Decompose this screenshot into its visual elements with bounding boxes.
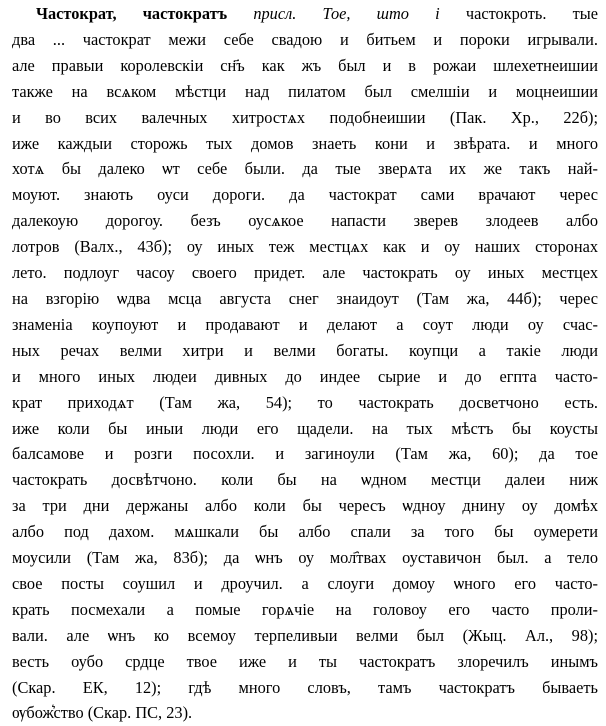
entry-line-7: хотѧ бы далеко ѡт себе были. да тые зверѧта их же такъ най- <box>12 159 598 179</box>
entry-line-4: также на всѧком мѣстци над пилатом был смелшіи и моцнеишии <box>12 81 598 101</box>
entry-line-24: крать посмехали а помые горѧчіе на головоу его часто проли- <box>12 599 598 619</box>
entry-line-17: иже коли бы иныи люди его щадели. на тых мѣстъ бы коусты <box>12 418 598 438</box>
entry-line-21: албо под дахом. мѧшкали бы албо спали за того бы оумерети <box>12 522 598 542</box>
entry-line-27: (Скар. ЕК, 12); гдѣ много словъ, тамъ частократъ бываеть <box>12 677 598 697</box>
entry-line-9: далекоую дорогоу. безъ оусѧкое напасти зверев злодеев албо <box>12 211 598 231</box>
entry-line-6: иже каждыи сторожь тых домов знаеть кони и звѣрата. и много <box>12 133 598 153</box>
entry-line-22: моусили (Там жа, 83б); да ѡнъ оу мол҄твах оуставичон был. а тело <box>12 548 598 568</box>
entry-line-26: весть оубо срдце твое иже и ты частократъ злоречилъ инымъ <box>12 651 598 671</box>
entry-line-12: на взгорію ѡдва мсца августа снег знаидоут (Там жа, 44б); черес <box>12 288 598 308</box>
definition-text: Тое, што і <box>322 4 440 23</box>
entry-line-10: лотров (Валх., 43б); оу иных теж местцѧх как и оу наших сторонах <box>12 237 598 257</box>
entry-line-14: ных речах велми хитри и велми богаты. коупци а такіе люди <box>12 340 598 360</box>
entry-line-8: моуют. знають оуси дороги. да частократ сами врачают черес <box>12 185 598 205</box>
entry-line-2: два ... частократ межи себе свадою и битьем и пороки игрывали. <box>12 29 598 49</box>
entry-text: частокроть. тые <box>465 4 598 23</box>
entry-line-23: свое посты соушил и дроучил. а слоуги домоу ѡного его часто- <box>12 573 598 593</box>
grammar-label: присл. <box>253 4 297 23</box>
entry-line-13: знаменіа коупоуют и продавают и делают а соут люди оу счас- <box>12 314 598 334</box>
entry-line-3: але правыи королевскіи сн҃ъ как жъ был и в рожаи шлехетнеишии <box>12 55 598 75</box>
entry-line-11: лето. подлоуг часоу своего придет. але частократь оу иных местцех <box>12 263 598 283</box>
headword: Частократ, частократъ <box>36 4 228 23</box>
entry-line-25: вали. але ѡнъ ко всемоу терпеливыи велми был (Жыц. Ал., 98); <box>12 625 598 645</box>
entry-line-19: частократь досвѣтчоно. коли бы на ѡдном местци далеи ниж <box>12 470 598 490</box>
entry-line-15: и много иных людеи дивных до индее сырие и до егпта часто- <box>12 366 598 386</box>
entry-line-18: балсамове и розги посохли. и загиноули (Там жа, 60); да тое <box>12 444 598 464</box>
entry-line-16: крат приходѧт (Там жа, 54); то частократь досветчоно есть. <box>12 392 598 412</box>
entry-line-1 <box>12 1 598 27</box>
entry-line-20: за три дни держаны албо коли бы чересъ ѡдноу днину оу домѣх <box>12 496 598 516</box>
entry-line-28: ѹбож͛ство (Скар. ПС, 23). <box>12 703 193 723</box>
entry-line-5: и во всих валечных хитростѧх подобнеишии (Пак. Хр., 22б); <box>12 107 598 127</box>
